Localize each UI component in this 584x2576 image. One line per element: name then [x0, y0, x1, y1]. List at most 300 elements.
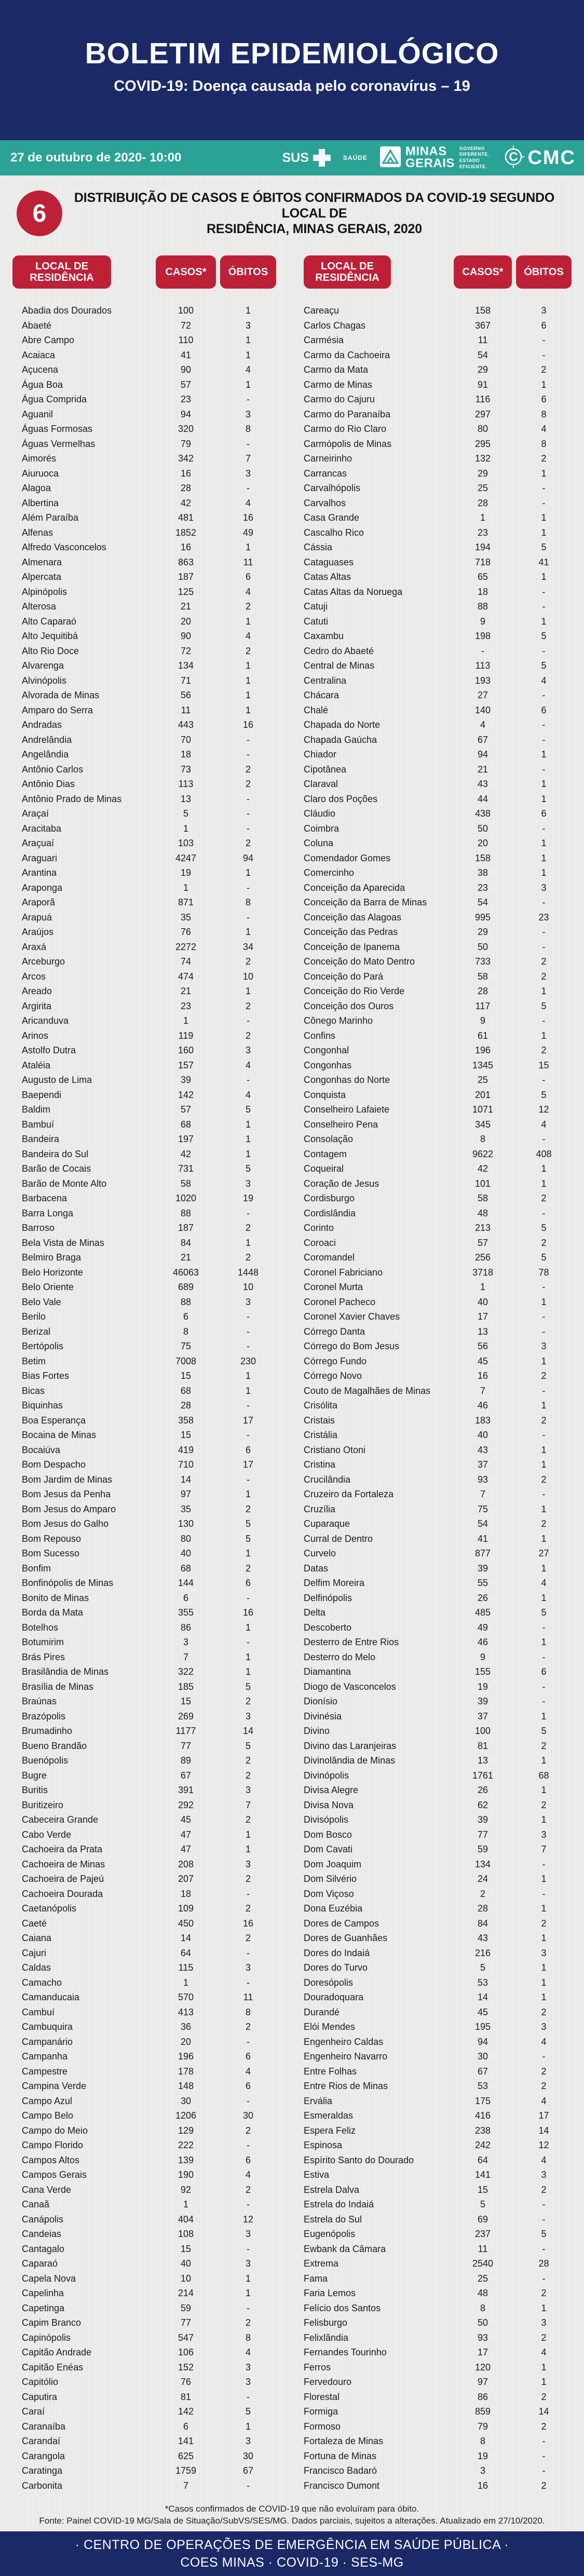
section-head [0, 190, 584, 237]
municipality-name: Conselheiro Lafaiete [304, 1104, 390, 1115]
table-row [0, 555, 584, 570]
deaths-value: 6 [245, 2081, 251, 2091]
municipality-name: Central de Minas [304, 660, 375, 671]
deaths-value: 1 [541, 1163, 547, 1174]
cases-value: 67 [477, 734, 488, 745]
cases-value: 871 [178, 897, 194, 907]
municipality-name: Cabeceira Grande [22, 1814, 99, 1825]
table-row [0, 2049, 584, 2064]
deaths-value: 1 [541, 1962, 547, 1973]
municipality-name: Datas [304, 1563, 329, 1574]
deaths-value: 6 [541, 394, 547, 404]
municipality-name: Contagem [304, 1148, 347, 1159]
cases-value: 88 [180, 1208, 192, 1218]
deaths-value: 5 [541, 1000, 547, 1011]
municipality-name: Coqueiral [304, 1163, 344, 1174]
deaths-value: 2 [541, 2184, 547, 2195]
cases-value: 24 [477, 1874, 488, 1884]
cases-value: 89 [180, 1755, 192, 1766]
municipality-name: Belo Horizonte [22, 1267, 84, 1278]
municipality-name: Coimbra [304, 823, 339, 834]
cases-value: 108 [178, 2229, 194, 2239]
cases-value: 14 [180, 1474, 192, 1485]
municipality-name: Barão de Cocais [22, 1163, 91, 1174]
municipality-name: Carlos Chagas [304, 320, 366, 331]
municipality-name: Brás Pires [22, 1651, 65, 1662]
table-row [0, 451, 584, 466]
deaths-value: - [247, 2095, 250, 2106]
cases-value: 355 [178, 1607, 194, 1618]
municipality-name: Bandeira [22, 1134, 60, 1144]
deaths-value: 17 [242, 1459, 254, 1470]
deaths-value: 2 [541, 453, 547, 464]
deaths-value: 3 [245, 1178, 251, 1189]
municipality-name: Bom Jesus do Galho [22, 1519, 109, 1529]
municipality-name: Campo Belo [22, 2110, 74, 2121]
cases-value: 28 [180, 483, 192, 493]
municipality-name: Bueno Brandão [22, 1740, 87, 1751]
cases-value: 19 [477, 1681, 488, 1692]
deaths-value: - [542, 1489, 546, 1499]
deaths-value: 2 [541, 2288, 547, 2298]
minas-gerais-triangle-icon [380, 146, 401, 170]
deaths-value: - [542, 897, 546, 907]
deaths-value: 1 [245, 2273, 251, 2284]
municipality-name: Caldas [22, 1962, 51, 1973]
deaths-value: - [247, 1400, 250, 1411]
municipality-name: Cássia [304, 542, 333, 552]
deaths-value: 2 [541, 1371, 547, 1381]
municipality-name: Alto Jequitibá [22, 631, 78, 641]
municipality-name: Estrela do Sul [304, 2214, 362, 2225]
cases-value: 18 [477, 586, 488, 597]
deaths-value: 1448 [237, 1267, 259, 1278]
cases-value: 3 [480, 2465, 485, 2476]
cases-value: 43 [477, 1444, 488, 1455]
cases-value: 134 [178, 660, 194, 671]
cases-value: 443 [178, 720, 194, 730]
deaths-value: - [542, 2436, 546, 2446]
deaths-value: - [247, 1341, 250, 1351]
deaths-value: 1 [541, 468, 547, 479]
municipality-name: Campos Altos [22, 2154, 80, 2165]
municipality-name: Casa Grande [304, 512, 360, 523]
municipality-name: Cataguases [304, 557, 354, 567]
deaths-value: 1 [541, 1178, 547, 1189]
municipality-name: Chiador [304, 749, 337, 760]
cases-value: 13 [180, 793, 192, 804]
municipality-name: Cajuri [22, 1947, 47, 1958]
table-row [0, 1901, 584, 1916]
municipality-name: Ataléia [22, 1060, 51, 1070]
municipality-name: Comercinho [304, 867, 355, 878]
cases-value: 42 [180, 1148, 192, 1159]
cases-value: 158 [474, 852, 491, 863]
table-row [0, 2019, 584, 2035]
deaths-value: 14 [538, 2406, 549, 2417]
table-row [0, 2315, 584, 2330]
cases-value: 187 [178, 1223, 194, 1233]
deaths-value: 4 [245, 2066, 251, 2077]
municipality-name: Felixlândia [304, 2332, 349, 2343]
table-row [0, 348, 584, 363]
municipality-name: Conceição da Barra de Minas [304, 897, 427, 907]
cases-value: 2540 [472, 2258, 494, 2269]
table-row [0, 1724, 584, 1739]
deaths-value: 2 [245, 779, 251, 789]
deaths-value: - [542, 1134, 546, 1144]
deaths-value: 1 [541, 2377, 547, 2387]
deaths-value: 3 [541, 2022, 547, 2032]
cases-value: 28 [477, 986, 488, 996]
deaths-value: 15 [538, 1060, 549, 1070]
municipality-name: Divino das Laranjeiras [304, 1740, 397, 1751]
municipality-name: Florestal [304, 2391, 340, 2402]
municipality-name: Canápolis [22, 2214, 64, 2225]
table-row [0, 1487, 584, 1502]
table-row [0, 2167, 584, 2182]
deaths-value: - [247, 734, 250, 745]
deaths-value: 1 [541, 1503, 547, 1514]
table-row [0, 1236, 584, 1251]
cases-value: 113 [178, 779, 194, 789]
cases-value: 61 [477, 1030, 488, 1041]
municipality-name: Bocaina de Minas [22, 1430, 97, 1440]
cases-value: 26 [477, 1592, 488, 1603]
deaths-value: 2 [245, 1563, 251, 1574]
deaths-value: 30 [242, 2110, 254, 2121]
cases-value: 72 [180, 320, 192, 331]
cases-value: 474 [178, 971, 194, 982]
municipality-name: Carmo do Paranaíba [304, 409, 391, 419]
cases-value: 242 [474, 2140, 491, 2150]
deaths-value: 5 [541, 660, 547, 671]
cases-value: 9622 [472, 1148, 494, 1159]
deaths-value: 5 [541, 1607, 547, 1618]
deaths-value: 2 [245, 1814, 251, 1825]
municipality-name: Cabo Verde [22, 1829, 72, 1840]
date-time: 27 de outubro de 2020- 10:00 [10, 151, 182, 165]
cases-value: 93 [477, 2332, 488, 2343]
table-row [0, 614, 584, 629]
deaths-value: 3 [245, 2229, 251, 2239]
municipality-name: Baependi [22, 1089, 62, 1100]
deaths-value: 8 [245, 424, 251, 434]
cases-value: 19 [180, 867, 192, 878]
cases-value: 17 [477, 2347, 488, 2357]
cases-value: 995 [474, 912, 491, 923]
municipality-name: Conceição do Mato Dentro [304, 956, 415, 967]
municipality-name: Divinésia [304, 1711, 342, 1721]
deaths-value: 1 [541, 1563, 547, 1574]
deaths-value: - [247, 438, 250, 449]
municipality-name: Carmo do Rio Claro [304, 424, 387, 434]
table-row [0, 1561, 584, 1576]
col-header-obitos-left: ÓBITOS [220, 255, 276, 289]
deaths-value: - [247, 1430, 250, 1440]
deaths-value: 1 [245, 2288, 251, 2298]
deaths-value: - [542, 1015, 546, 1026]
deaths-value: 4 [245, 586, 251, 597]
table-row [0, 658, 584, 673]
municipality-name: Espera Feliz [304, 2125, 356, 2136]
municipality-name: Formiga [304, 2406, 338, 2417]
cases-value: 689 [178, 1282, 194, 1292]
municipality-name: Coração de Jesus [304, 1178, 379, 1189]
municipality-name: Dores do Turvo [304, 1962, 368, 1973]
table-row [0, 2153, 584, 2168]
deaths-value: 2 [541, 1193, 547, 1203]
deaths-value: 1 [245, 986, 251, 996]
deaths-value: 230 [240, 1355, 256, 1366]
deaths-value: 1 [245, 542, 251, 552]
table-row [0, 969, 584, 984]
table-row [0, 910, 584, 925]
cases-value: 53 [477, 1977, 488, 1988]
table-row [0, 392, 584, 407]
municipality-name: Chapada do Norte [304, 720, 381, 730]
cases-value: 17 [477, 1311, 488, 1322]
deaths-value: 34 [242, 941, 254, 952]
municipality-name: Aguanil [22, 409, 53, 419]
cases-value: 367 [474, 320, 491, 331]
municipality-name: Capinópolis [22, 2332, 71, 2343]
municipality-name: Caratinga [22, 2465, 63, 2476]
deaths-value: 2 [245, 1223, 251, 1233]
section-number: 6 [32, 199, 47, 227]
svg-text:C: C [509, 150, 519, 164]
table-row [0, 1916, 584, 1931]
cases-value: 19 [477, 2450, 488, 2461]
deaths-value: 49 [242, 527, 254, 538]
deaths-value: 2 [541, 956, 547, 967]
municipality-name: Durandé [304, 2006, 340, 2017]
cases-value: 39 [180, 1075, 192, 1085]
cases-value: 54 [477, 1519, 488, 1529]
cases-value: 213 [474, 1223, 491, 1233]
cases-value: 238 [474, 2125, 491, 2136]
municipality-name: Formoso [304, 2421, 341, 2432]
cases-value: 3 [183, 1637, 188, 1647]
cases-value: 733 [474, 956, 491, 967]
municipality-name: Cristiano Otoni [304, 1444, 366, 1455]
deaths-value: 5 [541, 1223, 547, 1233]
municipality-name: Delfim Moreira [304, 1578, 365, 1588]
deaths-value: - [247, 1637, 250, 1647]
municipality-name: Espírito Santo do Dourado [304, 2154, 414, 2165]
table-row [0, 1664, 584, 1679]
cases-value: 39 [477, 1563, 488, 1574]
deaths-value: 2 [245, 1755, 251, 1766]
municipality-name: Belo Oriente [22, 1282, 74, 1292]
municipality-name: Carangola [22, 2450, 65, 2461]
deaths-value: 7 [245, 453, 251, 464]
table-row [0, 362, 584, 377]
municipality-name: Dom Cavati [304, 1844, 353, 1854]
minas-gerais-wordmark [405, 146, 455, 170]
cases-value: 9 [480, 1651, 485, 1662]
table-row [0, 510, 584, 525]
cases-value: 178 [178, 2066, 194, 2077]
cases-value: 68 [180, 1385, 192, 1396]
cases-value: 125 [178, 586, 194, 597]
municipality-name: Cambuí [22, 2006, 55, 2017]
deaths-value: 1 [541, 379, 547, 390]
table-row [0, 747, 584, 762]
deaths-value: 2 [245, 956, 251, 967]
deaths-value: 2 [541, 2066, 547, 2077]
municipality-name: Berizal [22, 1326, 51, 1337]
municipality-name: Bertópolis [22, 1341, 64, 1351]
cases-value: 419 [178, 1444, 194, 1455]
deaths-value: 1 [541, 1637, 547, 1647]
municipality-name: Barão de Monte Alto [22, 1178, 107, 1189]
municipality-name: Alfenas [22, 527, 53, 538]
municipality-name: Cana Verde [22, 2184, 72, 2195]
table-row [0, 1221, 584, 1236]
table-row [0, 481, 584, 496]
cases-value: 41 [477, 1533, 488, 1544]
cases-value: 28 [477, 497, 488, 508]
deaths-value: 4 [245, 497, 251, 508]
cases-value: 196 [178, 2051, 194, 2062]
table-row [0, 895, 584, 910]
municipality-name: Além Paraíba [22, 512, 79, 523]
cases-value: 23 [477, 882, 488, 893]
municipality-name: Couto de Magalhães de Minas [304, 1385, 431, 1396]
deaths-value: 1 [245, 690, 251, 700]
deaths-value: 2 [541, 1415, 547, 1426]
cases-value: 1852 [175, 527, 197, 538]
cases-value: 15 [180, 2243, 192, 2254]
municipality-name: Campestre [22, 2066, 68, 2077]
deaths-value: - [247, 749, 250, 760]
cases-value: 80 [477, 424, 488, 434]
cases-value: 2 [480, 1888, 485, 1899]
municipality-name: Areado [22, 986, 52, 996]
deaths-value: 10 [242, 971, 254, 982]
municipality-name: Belo Vale [22, 1296, 61, 1307]
cases-value: 481 [178, 512, 194, 523]
deaths-value: 1 [541, 1992, 547, 2002]
cases-value: 413 [178, 2006, 194, 2017]
deaths-value: - [542, 2273, 546, 2284]
cases-value: 64 [180, 1947, 192, 1958]
table-row [0, 2390, 584, 2405]
municipality-name: Açucena [22, 364, 59, 375]
deaths-value: 1 [541, 793, 547, 804]
municipality-name: Brasilândia de Minas [22, 1666, 109, 1677]
deaths-value: 2 [245, 2022, 251, 2032]
municipality-name: Arapuá [22, 912, 52, 923]
cases-value: 140 [474, 704, 491, 715]
municipality-name: Coronel Fabriciano [304, 1267, 383, 1278]
saude-label: SAÚDE [343, 154, 368, 161]
municipality-name: Barroso [22, 1223, 55, 1233]
municipality-name: Aimorés [22, 453, 57, 464]
cases-value: 8 [480, 1134, 485, 1144]
cmc-compass-icon [501, 145, 525, 171]
municipality-name: Esmeraldas [304, 2110, 354, 2121]
cases-value: 14 [180, 1933, 192, 1943]
municipality-name: Antônio Prado de Minas [22, 793, 122, 804]
cases-value: 97 [180, 1489, 192, 1499]
deaths-value: 5 [541, 1252, 547, 1263]
cmc-label: CMC [527, 146, 576, 169]
deaths-value: 4 [245, 2347, 251, 2357]
table-row [0, 806, 584, 821]
cases-value: 44 [477, 793, 488, 804]
municipality-name: Carneirinho [304, 453, 352, 464]
table-row [0, 1250, 584, 1265]
deaths-value: - [542, 690, 546, 700]
cases-value: 1071 [472, 1104, 494, 1115]
footer-line-1: · CENTRO DE OPERAÇÕES DE EMERGÊNCIA EM SAÚDE PÚBLICA · [75, 2537, 509, 2552]
table-row [0, 2375, 584, 2390]
table-row [0, 2197, 584, 2212]
deaths-value: 4 [541, 2095, 547, 2106]
cases-value: 141 [178, 2436, 194, 2446]
cases-value: 25 [477, 2273, 488, 2284]
deaths-value: - [542, 1282, 546, 1292]
table-row [0, 2079, 584, 2094]
sus-cross-icon [313, 149, 331, 167]
municipality-name: Dom Viçoso [304, 1888, 354, 1899]
table-row [0, 1516, 584, 1531]
cases-value: 207 [178, 1874, 194, 1884]
deaths-value: 1 [541, 852, 547, 863]
table-row [0, 333, 584, 348]
municipality-name: Conceição do Pará [304, 971, 384, 982]
deaths-value: - [247, 882, 250, 893]
deaths-value: 2 [245, 1874, 251, 1884]
cases-value: 120 [474, 2362, 491, 2372]
cases-value: 320 [178, 424, 194, 434]
municipality-name: Baldim [22, 1104, 51, 1115]
deaths-value: - [247, 1326, 250, 1337]
deaths-value: 1 [245, 349, 251, 360]
cases-value: 72 [180, 645, 192, 656]
table-row [0, 1413, 584, 1428]
cases-value: 97 [477, 2377, 488, 2387]
municipality-name: Betim [22, 1355, 46, 1366]
deaths-value: 16 [242, 1918, 254, 1929]
municipality-name: Biquinhas [22, 1400, 63, 1411]
table-row [0, 1043, 584, 1058]
municipality-name: Diamantina [304, 1666, 351, 1677]
municipality-name: Cordisburgo [304, 1193, 355, 1203]
municipality-name: Caparaó [22, 2258, 58, 2269]
table-row [0, 1872, 584, 1887]
municipality-name: Alvarenga [22, 660, 64, 671]
table-row [0, 999, 584, 1014]
table-row [0, 1990, 584, 2005]
deaths-value: 7 [245, 1799, 251, 1810]
deaths-value: 4 [541, 2154, 547, 2165]
mg-word-1: MINAS [405, 144, 447, 159]
deaths-value: 5 [245, 1533, 251, 1544]
municipality-name: Botelhos [22, 1622, 59, 1633]
cases-value: 21 [477, 764, 488, 775]
cases-value: 14 [477, 1992, 488, 2002]
table-row [0, 2035, 584, 2050]
footnote-cases: *Casos confirmados de COVID-19 que não evoluíram para óbito. [165, 2504, 419, 2514]
municipality-name: Almenara [22, 557, 62, 567]
table-row [0, 2227, 584, 2242]
deaths-value: 1 [541, 1459, 547, 1470]
municipality-name: Caxambu [304, 631, 344, 641]
deaths-value: - [542, 1696, 546, 1706]
